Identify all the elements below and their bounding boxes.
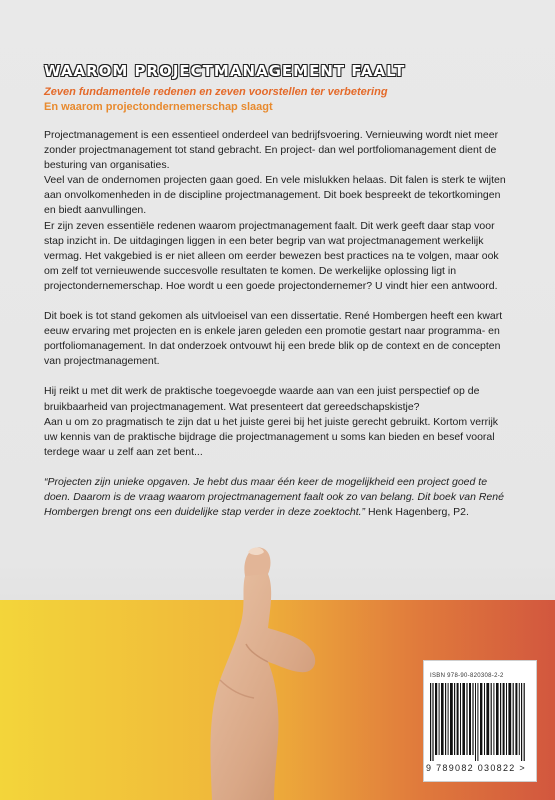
barcode-icon: [430, 683, 530, 761]
endorsement-quote: [44, 475, 512, 520]
hand-image: [150, 540, 350, 800]
paragraph-5: Hij reikt u met dit werk de praktische toegevoegde waarde aan van een juist perspectief op de bruikbaarheid van projectmanagement. Wat presenteert dat gereedschapskistje?: [44, 385, 480, 413]
isbn-label: ISBN 978-90-820308-2-2: [430, 673, 504, 679]
quote-author: Henk Hagenberg, P2.: [365, 506, 469, 519]
isbn-barcode: [423, 660, 537, 782]
blurb-text: [44, 128, 512, 520]
paragraph-1: Projectmanagement is een essentieel onderdeel van bedrijfsvoering. Vernieuwing wordt niet meer zonder projectmanagement tot stand gebracht. En project- dan wel portfoliomanagement dient de besturing van organisaties.: [44, 129, 499, 172]
paragraph-6: Aan u om zo pragmatisch te zijn dat u het juiste gerei bij het juiste gerecht gebruikt. Kortom verrijk uw kennis van de praktische bijdrage die projectmanagement u soms kan bieden en besef vooral terdege waar u zelf aan zet bent...: [44, 415, 499, 458]
book-title: WAAROM PROJECTMANAGEMENT FAALT: [44, 62, 406, 80]
barcode-number: 9 789082 030822 >: [426, 763, 526, 773]
subtitle-primary: Zeven fundamentele redenen en zeven voorstellen ter verbetering: [44, 86, 388, 98]
subtitle-secondary: En waarom projectondernemerschap slaagt: [44, 101, 273, 113]
paragraph-4: Dit boek is tot stand gekomen als uitvloeisel van een dissertatie. René Hombergen heeft een kwart eeuw ervaring met projecten en is enkele jaren geleden een promotie gestart naar programma- en portfoliomanagement. In dat onderzoek ontvouwt hij een brede blik op de context en de concepten van projectmanagement.: [44, 310, 503, 368]
paragraph-3: Er zijn zeven essentiële redenen waarom projectmanagement faalt. Dit werk geeft daar stap voor stap inzicht in. De uitdagingen liggen in een beter begrip van wat projectmanagement werkelijk vermag. Het vakgebied is er niet alleen om eerder bewezen best practices na te volgen, maar ook om zelf tot vernieuwende succesvolle resultaten te komen. De werkelijke oplossing ligt in projectondernemerschap. Hoe wordt u een goede projectondernemer? U vindt hier een antwoord.: [44, 219, 499, 292]
quote-text: “Projecten zijn unieke opgaven. Je hebt dus maar één keer de mogelijkheid een project goed te doen. Daarom is de vraag waarom projectmanagement faalt ook zo van belang. Dit boek van René Hombergen brengt ons een duidelijke stap verder in deze zoektocht.”: [44, 475, 504, 519]
paragraph-2: Veel van de ondernomen projecten gaan goed. En vele mislukken helaas. Dit falen is sterk te wijten aan onvolkomenheden in de discipline projectmanagement. Dit boek bespreekt de tekortkomingen en biedt aanvullingen.: [44, 174, 506, 217]
